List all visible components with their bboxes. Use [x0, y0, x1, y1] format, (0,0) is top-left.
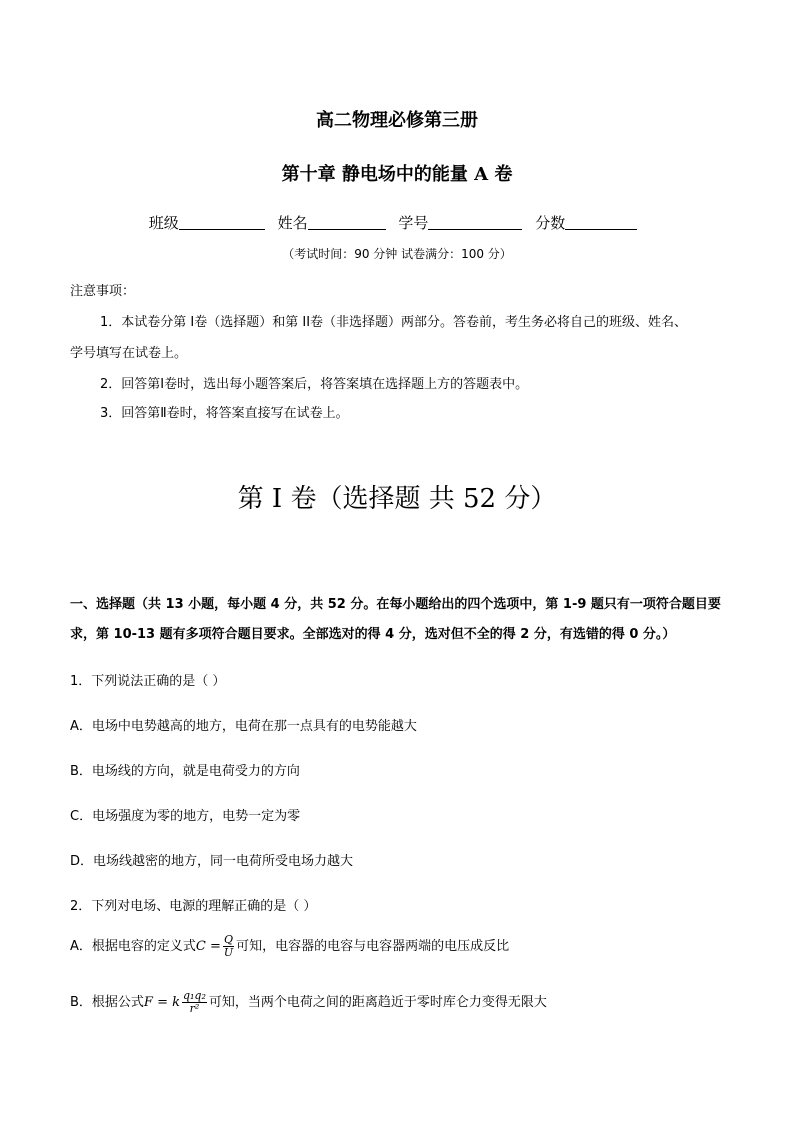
question-1-option-d: D．电场线越密的地方，同一电荷所受电场力越大	[70, 854, 354, 869]
fraction-denominator: r²	[189, 1002, 200, 1015]
option-b-suffix: 可知，当两个电荷之间的距离趋近于零时库仑力变得无限大	[208, 995, 547, 1010]
student-info-fields	[0, 212, 794, 233]
option-a-suffix: 可知，电容器的电容与电容器两端的电压成反比	[236, 939, 510, 954]
question-2-option-a	[70, 934, 509, 959]
chapter-title: 第十章 静电场中的能量 A 卷	[281, 164, 513, 185]
note-item-1-line-1: 1．本试卷分第 I卷（选择题）和第 II卷（非选择题）两部分。答卷前，考生务必将自己的班级、姓名、	[100, 315, 688, 330]
student-id-blank[interactable]	[428, 215, 522, 230]
name-blank[interactable]	[308, 215, 386, 230]
fraction-numerator: Q	[224, 933, 234, 946]
capacitance-fraction	[223, 934, 234, 959]
notes-heading: 注意事项：	[70, 284, 136, 299]
question-2-stem: 2．下列对电场、电源的理解正确的是（ ）	[70, 899, 317, 914]
note-item-1-line-2: 学号填写在试卷上。	[70, 346, 188, 361]
class-blank[interactable]	[179, 215, 265, 230]
formula-b-lhs: F = k	[143, 995, 180, 1010]
class-label: 班级	[148, 214, 179, 232]
question-1-stem: 1．下列说法正确的是（ ）	[70, 674, 226, 689]
formula-a-lhs: C =	[195, 939, 221, 954]
section-title: 第 I 卷（选择题 共 52 分）	[237, 484, 557, 514]
question-1-option-b: B．电场线的方向，就是电荷受力的方向	[70, 764, 300, 779]
option-b-prefix: B．根据公式	[70, 995, 144, 1010]
question-2-option-b	[70, 990, 547, 1015]
exam-title: 高二物理必修第三册	[316, 110, 478, 131]
fraction-denominator: U	[223, 946, 234, 959]
student-id-label: 学号	[398, 214, 429, 232]
score-blank[interactable]	[565, 215, 637, 230]
fraction-numerator: q₁q₂	[182, 989, 206, 1002]
coulomb-fraction	[182, 990, 207, 1015]
option-a-prefix: A．根据电容的定义式	[70, 939, 196, 954]
name-label: 姓名	[277, 214, 308, 232]
score-label: 分数	[535, 214, 566, 232]
question-1-option-a: A．电场中电势越高的地方，电荷在那一点具有的电势能越大	[70, 719, 417, 734]
question-1-option-c: C．电场强度为零的地方，电势一定为零	[70, 809, 301, 824]
note-item-2: 2．回答第Ⅰ卷时，选出每小题答案后，将答案填在选择题上方的答题表中。	[100, 377, 529, 392]
section-instructions: 一、选择题（共 13 小题，每小题 4 分，共 52 分。在每小题给出的四个选项中，第 1-9 题只有一项符合题目要求，第 10-13 题有多项符合题目要求。全部选对的得 4 分，选对但不全的得 2 分，有选错的得 0 分。）	[70, 597, 721, 642]
exam-info: （考试时间：90 分钟 试卷满分：100 分）	[282, 247, 512, 261]
note-item-3: 3．回答第Ⅱ卷时，将答案直接写在试卷上。	[100, 406, 349, 421]
